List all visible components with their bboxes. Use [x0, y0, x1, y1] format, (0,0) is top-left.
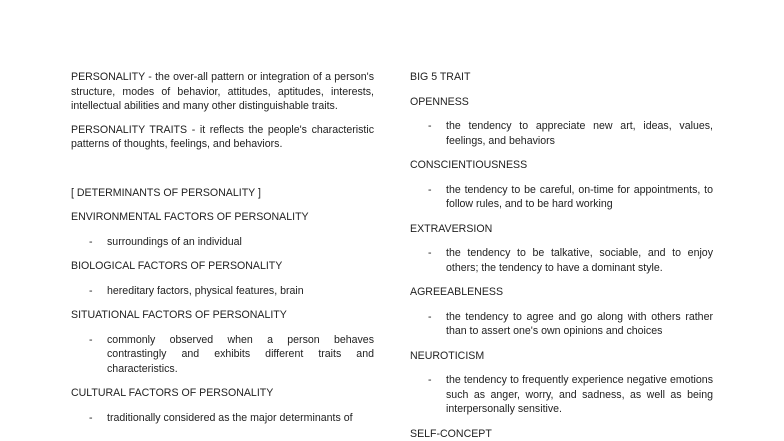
agreeableness-heading: AGREEABLENESS	[410, 286, 504, 298]
bullet-dash: -	[428, 374, 432, 386]
extraversion-heading: EXTRAVERSION	[410, 222, 493, 235]
bullet-dash: -	[89, 284, 93, 297]
bullet-dash: -	[428, 120, 432, 132]
openness-bullet-text: the tendency to appreciate new art, ideas, values, feelings, and behaviors	[446, 120, 713, 147]
extraversion-bullet	[410, 246, 713, 275]
situational-heading: SITUATIONAL FACTORS OF PERSONALITY	[71, 309, 287, 321]
openness-heading: OPENNESS	[410, 95, 469, 108]
environmental-heading: ENVIRONMENTAL FACTORS OF PERSONALITY	[71, 211, 309, 223]
extraversion-bullet-text: the tendency to be talkative, sociable, and to enjoy others; the tendency to have a dominant style.	[446, 247, 713, 274]
personality-traits-definition: PERSONALITY TRAITS - it reflects the people's characteristic patterns of thoughts, feelings, and behaviors.	[71, 123, 374, 150]
situational-bullet-text: commonly observed when a person behaves contrastingly and exhibits different traits and characteristics.	[107, 333, 374, 375]
situational-bullet	[71, 333, 374, 377]
big5-heading: BIG 5 TRAIT	[410, 71, 471, 83]
biological-bullet	[71, 284, 374, 299]
left-column	[71, 70, 374, 425]
bullet-dash: -	[89, 235, 93, 248]
cultural-bullet	[71, 411, 374, 426]
openness-bullet	[410, 119, 713, 148]
cultural-bullet-text: traditionally considered as the major determinants of	[107, 411, 353, 424]
environmental-bullet	[71, 235, 374, 250]
personality-definition: PERSONALITY - the over-all pattern or integration of a person's structure, modes of behavior, attitudes, aptitudes, interests, intellectual abilities and many other distinguishable traits.	[71, 71, 374, 112]
neuroticism-bullet	[410, 373, 713, 417]
environmental-bullet-text: surroundings of an individual	[107, 235, 242, 248]
self-concept-heading: SELF-CONCEPT	[410, 427, 492, 440]
bullet-dash: -	[428, 183, 432, 196]
bullet-dash: -	[89, 333, 93, 346]
conscientiousness-heading: CONSCIENTIOUSNESS	[410, 159, 528, 171]
neuroticism-bullet-text: the tendency to frequently experience negative emotions such as anger, worry, and sadness, as well as being interpersonally sensitive.	[446, 374, 713, 415]
bullet-dash: -	[428, 310, 432, 323]
agreeableness-bullet	[410, 310, 713, 339]
conscientiousness-bullet-text: the tendency to be careful, on-time for appointments, to follow rules, and to be hard working	[446, 183, 713, 210]
neuroticism-heading: NEUROTICISM	[410, 349, 485, 362]
right-column	[410, 70, 713, 441]
biological-heading: BIOLOGICAL FACTORS OF PERSONALITY	[71, 260, 283, 272]
agreeableness-bullet-text: the tendency to agree and go along with others rather than to assert one's own opinions and choices	[446, 310, 713, 337]
bullet-dash: -	[428, 247, 432, 259]
conscientiousness-bullet	[410, 183, 713, 212]
bullet-dash: -	[89, 411, 93, 424]
biological-bullet-text: hereditary factors, physical features, brain	[107, 284, 304, 297]
determinants-heading: [ DETERMINANTS OF PERSONALITY ]	[71, 186, 261, 199]
cultural-heading: CULTURAL FACTORS OF PERSONALITY	[71, 387, 274, 399]
